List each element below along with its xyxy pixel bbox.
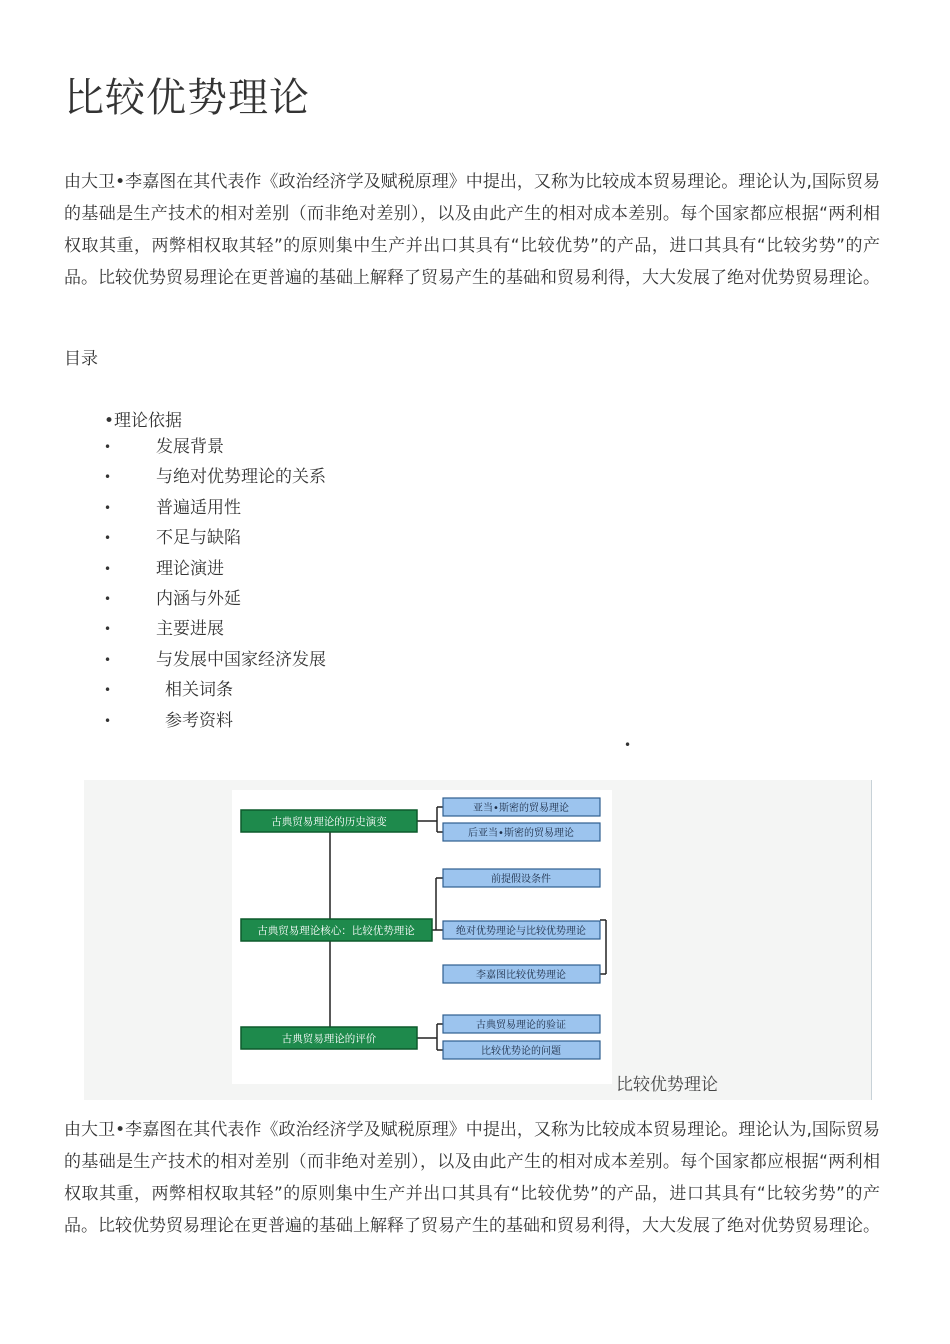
page-title: 比较优势理论 [64, 75, 310, 121]
sub-node-label: 前提假设条件 [491, 874, 551, 885]
toc-item-label[interactable]: 理论演进 [156, 558, 224, 579]
main-node-label: 古典贸易理论核心：比较优势理论 [257, 925, 415, 937]
bullet: • [104, 440, 112, 454]
toc-item-label[interactable]: 参考资料 [165, 710, 233, 731]
bullet: • [104, 622, 112, 637]
bullet: • [104, 713, 112, 728]
toc-item-label[interactable]: 普遍适用性 [156, 497, 241, 518]
figure-caption: 比较优势理论 [616, 1075, 718, 1095]
main-node-label: 古典贸易理论的历史演变 [271, 816, 387, 828]
sub-node-label: 绝对优势理论与比较优势理论 [456, 926, 586, 937]
intro-paragraph: 由大卫•李嘉图在其代表作《政治经济学及赋税原理》中提出，又称为比较成本贸易理论。理论认为,国际贸易的基础是生产技术的相对差别（而非绝对差别），以及由此产生的相对成本差别。每个国家都应根据“两利相权取其重，两弊相权取其轻”的原则集中生产并出口其具有“比较优势”的产品，进口其具有“比较劣势”的产品。比较优势贸易理论在更普遍的基础上解释了贸易产生的基础和贸易利得，大大发展了绝对优势贸易理论。 [64, 172, 880, 288]
toc-item-label[interactable]: 发展背景 [156, 437, 224, 457]
stray-bullet: • [624, 738, 632, 752]
bullet: • [104, 591, 112, 606]
bullet: • [104, 561, 112, 576]
theory-diagram [232, 790, 612, 1084]
main-node-label: 古典贸易理论的评价 [281, 1033, 377, 1045]
bullet: • [104, 470, 112, 485]
bullet: • [104, 652, 112, 667]
sub-node-label: 李嘉图比较优势理论 [476, 970, 566, 981]
toc-item-label[interactable]: 内涵与外延 [156, 588, 241, 609]
sub-node-label: 比较优势论的问题 [481, 1046, 561, 1057]
bullet: • [104, 500, 112, 515]
toc-heading: 目录 [64, 349, 98, 369]
sub-node-label: 古典贸易理论的验证 [476, 1020, 566, 1031]
toc-item-label[interactable]: 不足与缺陷 [156, 528, 241, 549]
toc-item-label[interactable]: 主要进展 [156, 619, 224, 640]
toc-item-label[interactable]: 与发展中国家经济发展 [156, 649, 326, 670]
toc-item-theory-basis[interactable]: •理论依据 [104, 411, 183, 431]
toc-item-label[interactable]: 相关词条 [165, 680, 233, 701]
sub-node-label: 亚当•斯密的贸易理论 [473, 803, 569, 814]
bullet: • [104, 683, 112, 698]
toc-item-label[interactable]: 与绝对优势理论的关系 [156, 467, 326, 488]
bullet: • [104, 531, 112, 546]
body-paragraph: 由大卫•李嘉图在其代表作《政治经济学及赋税原理》中提出，又称为比较成本贸易理论。理论认为,国际贸易的基础是生产技术的相对差别（而非绝对差别），以及由此产生的相对成本差别。每个国家都应根据“两利相权取其重，两弊相权取其轻”的原则集中生产并出口其具有“比较优势”的产品，进口其具有“比较劣势”的产品。比较优势贸易理论在更普遍的基础上解释了贸易产生的基础和贸易利得，大大发展了绝对优势贸易理论。 [64, 1120, 880, 1236]
sub-node-label: 后亚当•斯密的贸易理论 [468, 828, 574, 839]
